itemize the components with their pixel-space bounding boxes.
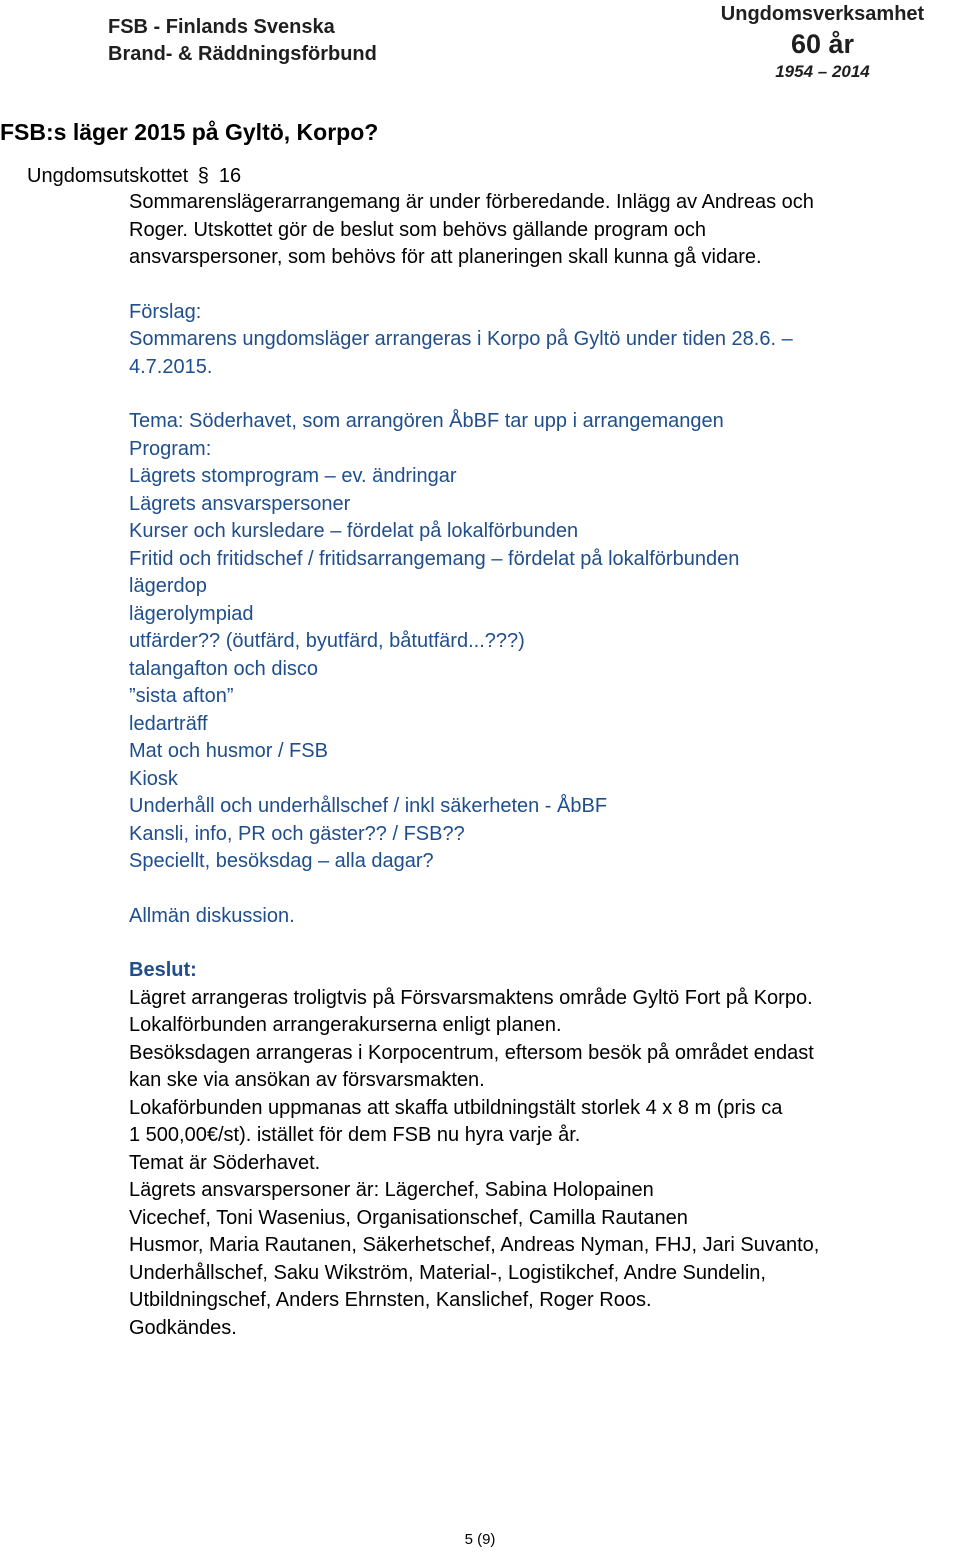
organization-header bbox=[108, 14, 377, 68]
program-item: Mat och husmor / FSB bbox=[129, 740, 328, 762]
committee-section bbox=[27, 163, 241, 190]
program-item: Speciellt, besöksdag – alla dagar? bbox=[129, 850, 434, 872]
program-item: Lägrets ansvarspersoner bbox=[129, 492, 351, 515]
decision-line: Godkändes. bbox=[129, 1316, 237, 1339]
decision-line: Besöksdagen arrangeras i Korpocentrum, eftersom besök på området endast bbox=[129, 1041, 814, 1064]
program-item: ledarträff bbox=[129, 712, 208, 735]
program-item: Underhåll och underhållschef / inkl säkerheten - ÅbBF bbox=[129, 795, 608, 817]
program-item: Kurser och kursledare – fördelat på lokalförbunden bbox=[129, 520, 579, 542]
decision-line: Vicechef, Toni Wasenius, Organisationschef, Camilla Rautanen bbox=[129, 1206, 688, 1229]
committee-label: Ungdomsutskottet bbox=[27, 165, 189, 187]
program-item: Kansli, info, PR och gäster?? / FSB?? bbox=[129, 822, 465, 845]
program-item: ”sista afton” bbox=[129, 685, 234, 707]
program-item: talangafton och disco bbox=[129, 657, 319, 680]
organization-name-line2: Brand- & Räddningsförbund bbox=[108, 43, 377, 65]
anniversary-years: 60 år bbox=[790, 29, 855, 59]
document-title: FSB:s läger 2015 på Gyltö, Korpo? bbox=[0, 119, 379, 145]
decision-line: Lokalförbunden arrangerakurserna enligt planen. bbox=[129, 1014, 562, 1036]
decision-line: Lägret arrangeras troligtvis på Försvarsmaktens område Gyltö Fort på Korpo. bbox=[129, 986, 813, 1009]
intro-line: Roger. Utskottet gör de beslut som behövs gällande program och bbox=[129, 218, 706, 241]
proposal-line: Sommarens ungdomsläger arrangeras i Korpo på Gyltö under tiden 28.6. – bbox=[129, 328, 793, 350]
intro-line: Sommarenslägerarrangemang är under förberedande. Inlägg av Andreas och bbox=[129, 191, 814, 213]
program-item: lägerdop bbox=[129, 575, 207, 597]
proposal-theme: Tema: Söderhavet, som arrangören ÅbBF tar upp i arrangemangen bbox=[129, 410, 724, 432]
program-item: Fritid och fritidschef / fritidsarrangemang – fördelat på lokalförbunden bbox=[129, 547, 740, 570]
decision-line: Lägrets ansvarspersoner är: Lägerchef, Sabina Holopainen bbox=[129, 1179, 654, 1201]
decision-heading: Beslut: bbox=[129, 959, 197, 981]
decision-line: Underhållschef, Saku Wikström, Material-, Logistikchef, Andre Sundelin, bbox=[129, 1261, 766, 1284]
program-item: Kiosk bbox=[129, 767, 178, 790]
section-sign-icon: § bbox=[197, 165, 209, 187]
decision-line: Utbildningschef, Anders Ehrnsten, Kanslichef, Roger Roos. bbox=[129, 1289, 652, 1311]
intro-line: ansvarspersoner, som behövs för att planeringen skall kunna gå vidare. bbox=[129, 246, 762, 268]
decision-line: Husmor, Maria Rautanen, Säkerhetschef, Andreas Nyman, FHJ, Jari Suvanto, bbox=[129, 1234, 820, 1256]
organization-name-line1: FSB - Finlands Svenska bbox=[108, 16, 335, 38]
page-number: 5 (9) bbox=[464, 1531, 496, 1548]
decision-line: kan ske via ansökan av försvarsmakten. bbox=[129, 1069, 485, 1091]
anniversary-dates: 1954 – 2014 bbox=[775, 62, 870, 81]
program-item: lägerolympiad bbox=[129, 602, 254, 625]
proposal-line: 4.7.2015. bbox=[129, 355, 213, 378]
discussion-note: Allmän diskussion. bbox=[129, 904, 295, 927]
program-item: Lägrets stomprogram – ev. ändringar bbox=[129, 465, 457, 487]
anniversary-label: Ungdomsverksamhet bbox=[720, 3, 925, 25]
decision-line: 1 500,00€/st). istället för dem FSB nu hyra varje år. bbox=[129, 1124, 581, 1146]
program-heading: Program: bbox=[129, 437, 212, 460]
minutes-body bbox=[129, 189, 959, 1342]
proposal-heading: Förslag: bbox=[129, 300, 202, 323]
decision-line: Lokaförbunden uppmanas att skaffa utbildningstält storlek 4 x 8 m (pris ca bbox=[129, 1096, 783, 1119]
section-number: 16 bbox=[218, 165, 242, 187]
anniversary-header bbox=[700, 1, 945, 82]
program-item: utfärder?? (öutfärd, byutfärd, båtutfärd...???) bbox=[129, 630, 525, 652]
decision-line: Temat är Söderhavet. bbox=[129, 1151, 321, 1174]
